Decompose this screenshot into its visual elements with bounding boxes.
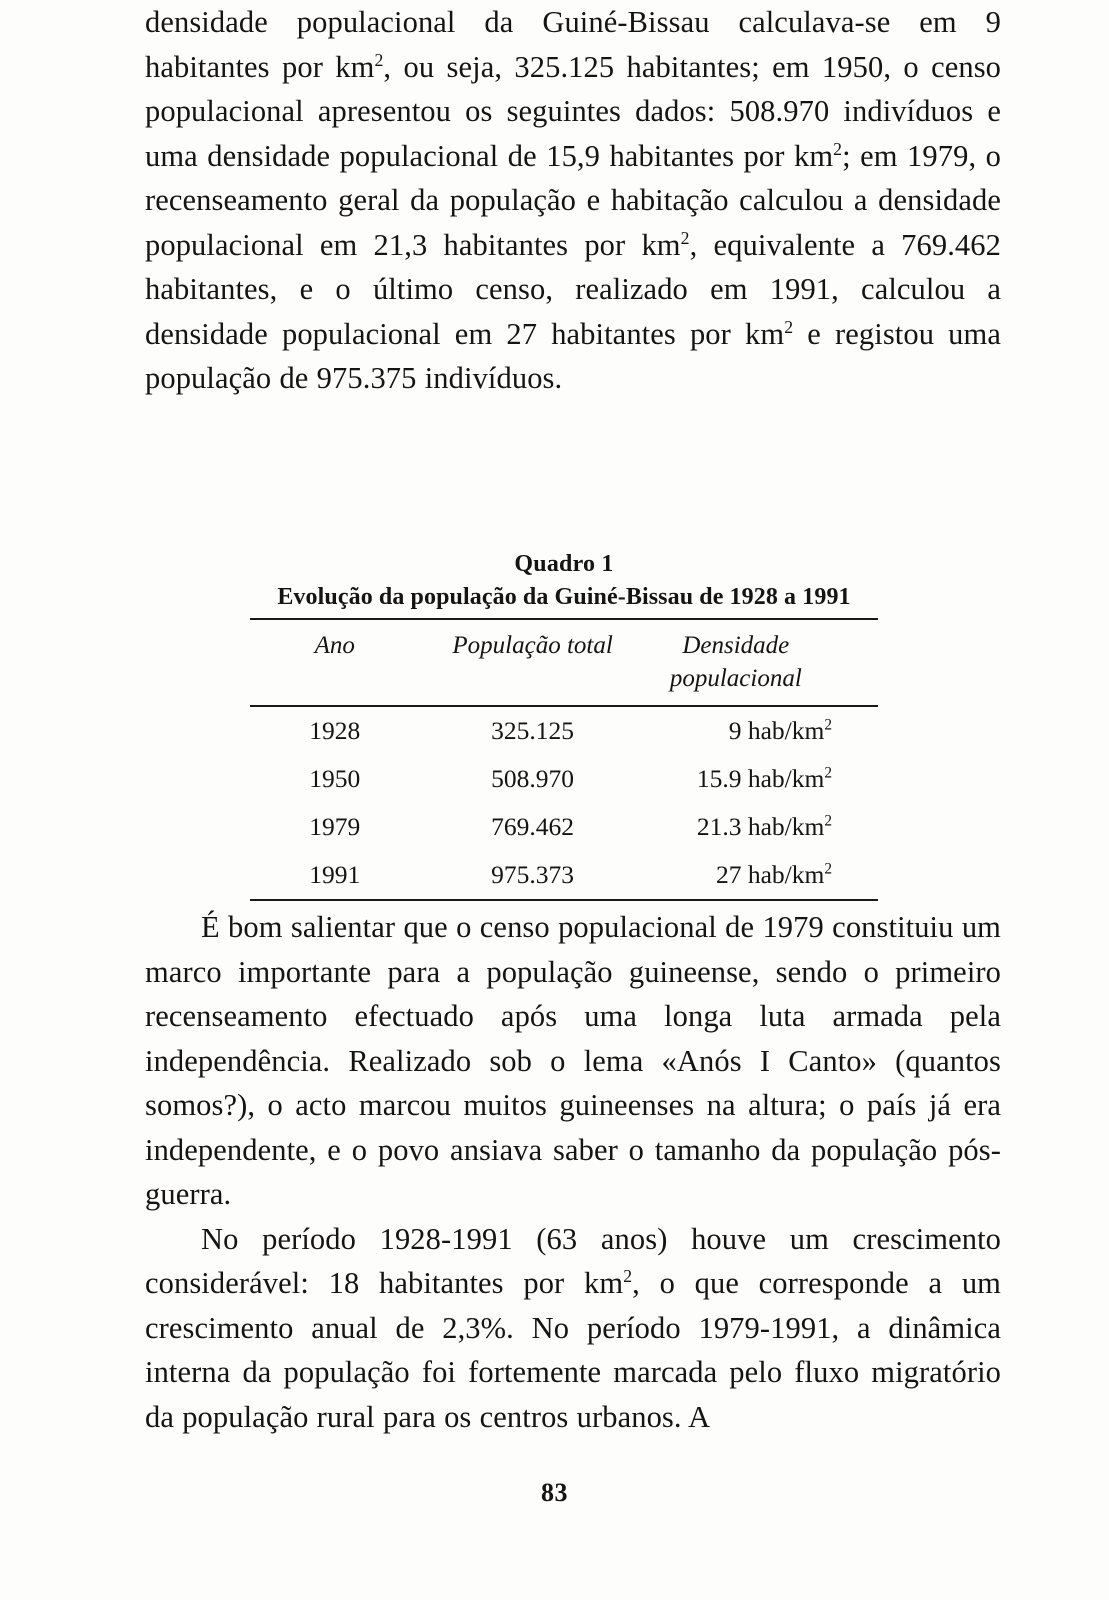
superscript-two: 2	[824, 860, 832, 878]
cell-densidade	[646, 803, 878, 851]
cell-densidade-value: 15.9 hab/km	[696, 764, 825, 793]
column-header-densidade-populacional	[646, 619, 878, 706]
table-body	[250, 706, 878, 900]
paragraph-censo-1979: É bom salientar que o censo populacional de 1979 constituiu um marco importante para a população guineense, sendo o primeiro recenseamento efectuado após uma longa luta armada pela independência. Realizado sob o lema «Anós I Canto» (quantos somos?), o acto marcou muitos guineenses na altura; o país já era independente, e o povo ansiava saber o tamanho da população pós-guerra.	[145, 910, 1001, 1211]
superscript-two: 2	[824, 812, 832, 830]
column-header-ano: Ano	[250, 619, 420, 706]
cell-populacao: 769.462	[491, 812, 575, 841]
page-number: 83	[541, 1478, 568, 1507]
table-title: Quadro 1	[514, 551, 614, 577]
table-row	[250, 755, 878, 803]
table-row	[250, 803, 878, 851]
table-head	[250, 619, 878, 706]
paragraph-block-tail	[145, 905, 1001, 1439]
cell-ano: 1991	[250, 851, 420, 900]
cell-ano: 1979	[309, 812, 361, 841]
cell-densidade	[646, 755, 878, 803]
table-row	[250, 851, 878, 900]
table-caption: Evolução da população da Guiné-Bissau de 1928 a 1991	[277, 584, 851, 610]
population-table	[250, 618, 878, 901]
column-header-populacao-total: População total	[420, 619, 646, 706]
table-row	[250, 706, 878, 755]
cell-densidade-value: 27 hab/km	[715, 860, 825, 889]
cell-densidade	[646, 851, 878, 900]
paragraph-periodo-1928-1991: No período 1928-1991 (63 anos) houve um crescimento considerável: 18 habitantes por $km^2$, o que corresponde a um crescimento anual de 2,3%. No período 1979-1991, a dinâmica interna da população foi fortemente marcada pelo fluxo migratório da população rural para os centros urbanos. A	[145, 1221, 1002, 1434]
paragraph-block-intro	[145, 0, 1001, 401]
superscript-two: 2	[824, 716, 832, 734]
cell-densidade	[646, 706, 878, 755]
column-header-densidade-line1: Densidade	[682, 632, 790, 659]
cell-ano: 1950	[309, 764, 361, 793]
paragraph-intro: densidade populacional da Guiné-Bissau calculava-se em 9 habitantes por $km^2$, ou seja, 325.125 habitantes; em 1950, o censo populacional apresentou os seguintes dados: 508.970 indivíduos e uma densidade populacional de 15,9 habitantes por $km^2$; em 1979, o recenseamento geral da população e habitação calculou a densidade populacional em 21,3 habitantes por $km^2$, equivalente a 769.462 habitantes, e o último censo, realizado em 1991, calculou a densidade populacional em 27 habitantes por $km^2$ e registou uma população de 975.375 indivíduos.	[145, 5, 1002, 395]
cell-populacao: 508.970	[491, 764, 575, 793]
cell-populacao: 975.373	[420, 851, 646, 900]
table-header-row	[250, 619, 878, 706]
cell-densidade-value: 21.3 hab/km	[696, 812, 825, 841]
cell-ano: 1928	[250, 706, 420, 755]
column-header-densidade-line2: populacional	[669, 665, 802, 692]
quadro-1-table-block	[250, 548, 878, 901]
cell-densidade-value: 9 hab/km	[728, 716, 825, 745]
superscript-two: 2	[824, 764, 832, 782]
cell-populacao: 325.125	[420, 706, 646, 755]
